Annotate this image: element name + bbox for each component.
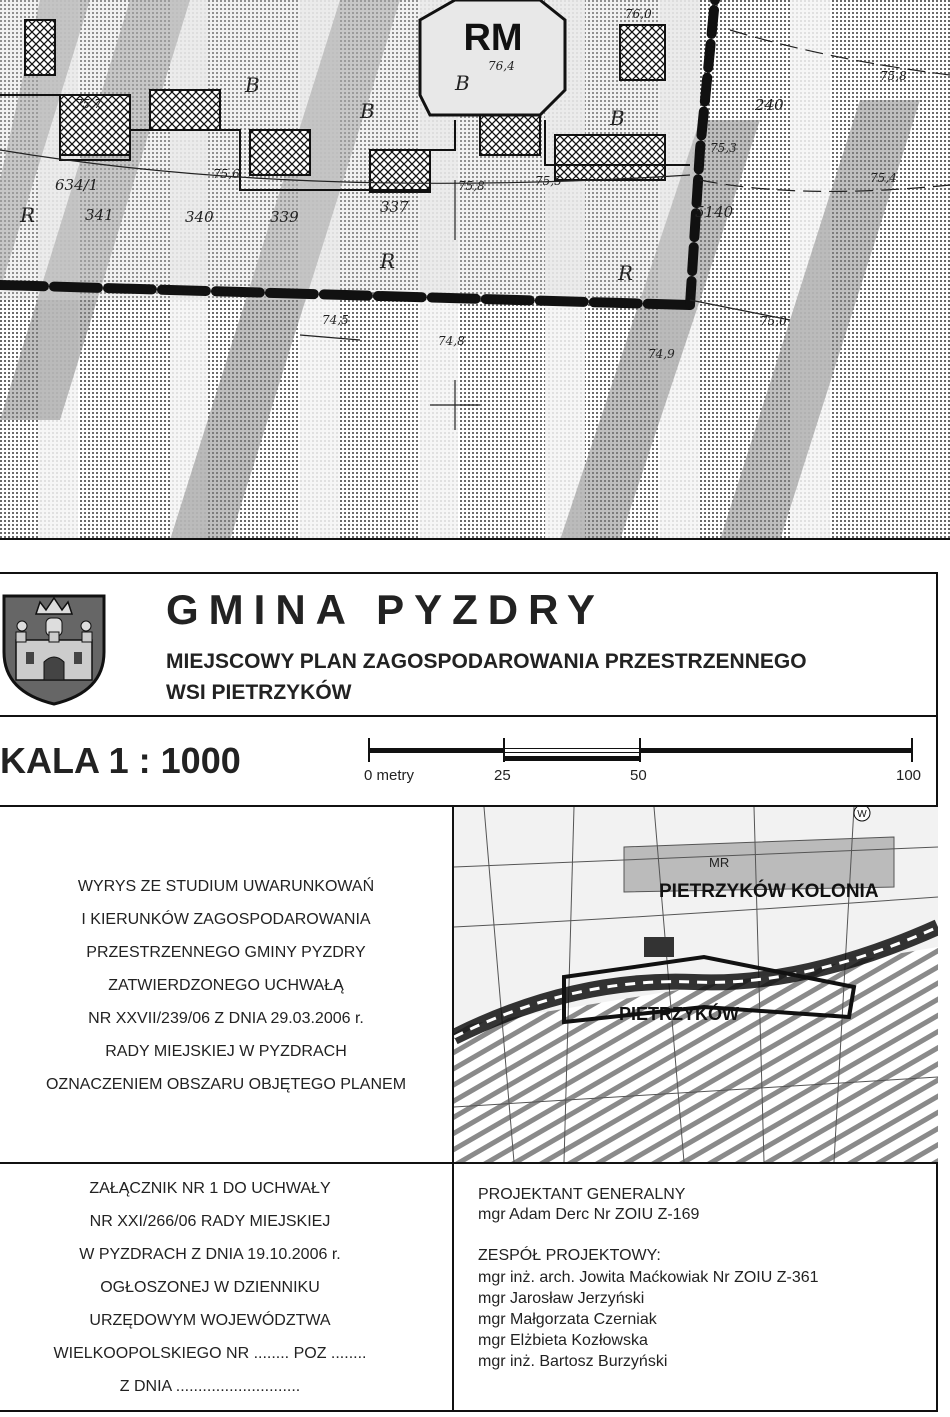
- elevation-label: 74,9: [648, 347, 675, 361]
- elevation-label: 75,4: [870, 171, 897, 185]
- scale-bar-segment: [504, 748, 640, 753]
- divider: [0, 715, 938, 717]
- parcel-number: 337: [380, 198, 409, 216]
- parcel-number: 340: [185, 208, 214, 226]
- municipality-title: GMINA PYZDRY: [166, 586, 605, 633]
- scale-tick-label: 100: [896, 767, 922, 784]
- parcel-number: 634/1: [55, 176, 99, 194]
- study-excerpt-line: I KIERUNKÓW ZAGOSPODAROWANIA: [81, 911, 371, 928]
- plan-title: MIEJSCOWY PLAN ZAGOSPODAROWANIA PRZESTRZENNEGO: [166, 650, 807, 673]
- annex-line: W PYZDRACH Z DNIA 19.10.2006 r.: [79, 1246, 341, 1263]
- map-label-b: B: [245, 73, 260, 97]
- team-member: mgr Małgorzata Czerniak: [478, 1311, 657, 1328]
- elevation-label: 75,0: [760, 314, 787, 328]
- team-member: mgr inż. Bartosz Burzyński: [478, 1353, 668, 1370]
- elevation-label: 76,0: [625, 7, 652, 21]
- inset-label-village: PIETRZYKÓW: [619, 1004, 739, 1024]
- annex-line: Z DNIA ............................: [119, 1378, 301, 1395]
- inset-label-w: W: [857, 809, 867, 820]
- scale-tick-label: 50: [630, 767, 647, 784]
- scale-bar-segment: [368, 748, 504, 753]
- inset-label-colony: PIETRZYKÓW KOLONIA: [659, 881, 879, 902]
- elevation-label: 74,5: [322, 313, 349, 327]
- study-excerpt-line: ZATWIERDZONEGO UCHWAŁĄ: [108, 977, 344, 994]
- parcel-number: 5140: [695, 203, 734, 221]
- team-member: mgr Jarosław Jerzyński: [478, 1290, 645, 1307]
- team-member: mgr inż. arch. Jowita Maćkowiak Nr ZOIU Z-361: [478, 1269, 819, 1286]
- scale-bar-segment: [504, 756, 640, 761]
- scale-bar-segment: [640, 748, 912, 753]
- inset-label-mr: MR: [709, 855, 730, 870]
- parcel-number: 341: [85, 206, 114, 224]
- coat-of-arms-emblem: [2, 592, 106, 706]
- study-excerpt-line: PRZESTRZENNEGO GMINY PYZDRY: [86, 944, 366, 961]
- map-label-r: R: [618, 261, 634, 285]
- plan-subtitle: WSI PIETRZYKÓW: [166, 681, 352, 704]
- map-label-b: B: [610, 106, 625, 130]
- general-designer-heading: PROJEKTANT GENERALNY: [478, 1186, 686, 1203]
- elevation-label: 75,8: [880, 69, 907, 83]
- study-excerpt-note: [0, 870, 452, 1101]
- plan-map-excerpt: [0, 0, 950, 540]
- parcel-number: 240: [755, 96, 784, 114]
- annex-line: ZAŁĄCZNIK NR 1 DO UCHWAŁY: [89, 1180, 331, 1197]
- annex-line: URZĘDOWYM WOJEWÓDZTWA: [89, 1312, 331, 1329]
- map-label-r: R: [380, 249, 396, 273]
- annex-line: NR XXI/266/06 RADY MIEJSKIEJ: [89, 1213, 331, 1230]
- elevation-label: 75,7: [75, 97, 102, 111]
- study-excerpt-line: WYRYS ZE STUDIUM UWARUNKOWAŃ: [77, 878, 375, 895]
- annex-line: OGŁOSZONEJ W DZIENNIKU: [100, 1279, 320, 1296]
- team-heading: ZESPÓŁ PROJEKTOWY:: [478, 1247, 661, 1264]
- parcel-number: 339: [270, 208, 299, 226]
- divider: [0, 1162, 938, 1164]
- design-team: [478, 1185, 933, 1372]
- scale-label: KALA 1 : 1000: [0, 740, 241, 781]
- elevation-label: 75,5: [535, 174, 562, 188]
- map-label-b: B: [360, 99, 375, 123]
- scale-bar: [368, 738, 913, 762]
- map-label-b: B: [455, 71, 470, 95]
- elevation-label: 75,8: [458, 179, 485, 193]
- elevation-label: 75,6: [213, 167, 240, 181]
- team-member: mgr Elżbieta Kozłowska: [478, 1332, 648, 1349]
- elevation-label: 76,4: [488, 59, 515, 73]
- elevation-label: 75,3: [710, 141, 737, 155]
- map-label-r: R: [20, 203, 36, 227]
- scale-tick-label: 0 metry: [364, 767, 415, 784]
- scale-tick-label: 25: [494, 767, 511, 784]
- annex-line: WIELKOOPOLSKIEGO NR ........ POZ ........: [53, 1345, 367, 1362]
- general-designer-name: mgr Adam Derc Nr ZOIU Z-169: [478, 1206, 700, 1223]
- map-label-rm: RM: [463, 17, 523, 59]
- elevation-label: 74,8: [438, 334, 465, 348]
- study-inset-map: [454, 807, 938, 1162]
- annex-note: [0, 1172, 420, 1403]
- study-excerpt-line: NR XXVII/239/06 Z DNIA 29.03.2006 r.: [88, 1010, 364, 1027]
- study-excerpt-line: RADY MIEJSKIEJ W PYZDRACH: [105, 1043, 347, 1060]
- study-excerpt-line: OZNACZENIEM OBSZARU OBJĘTEGO PLANEM: [45, 1076, 407, 1093]
